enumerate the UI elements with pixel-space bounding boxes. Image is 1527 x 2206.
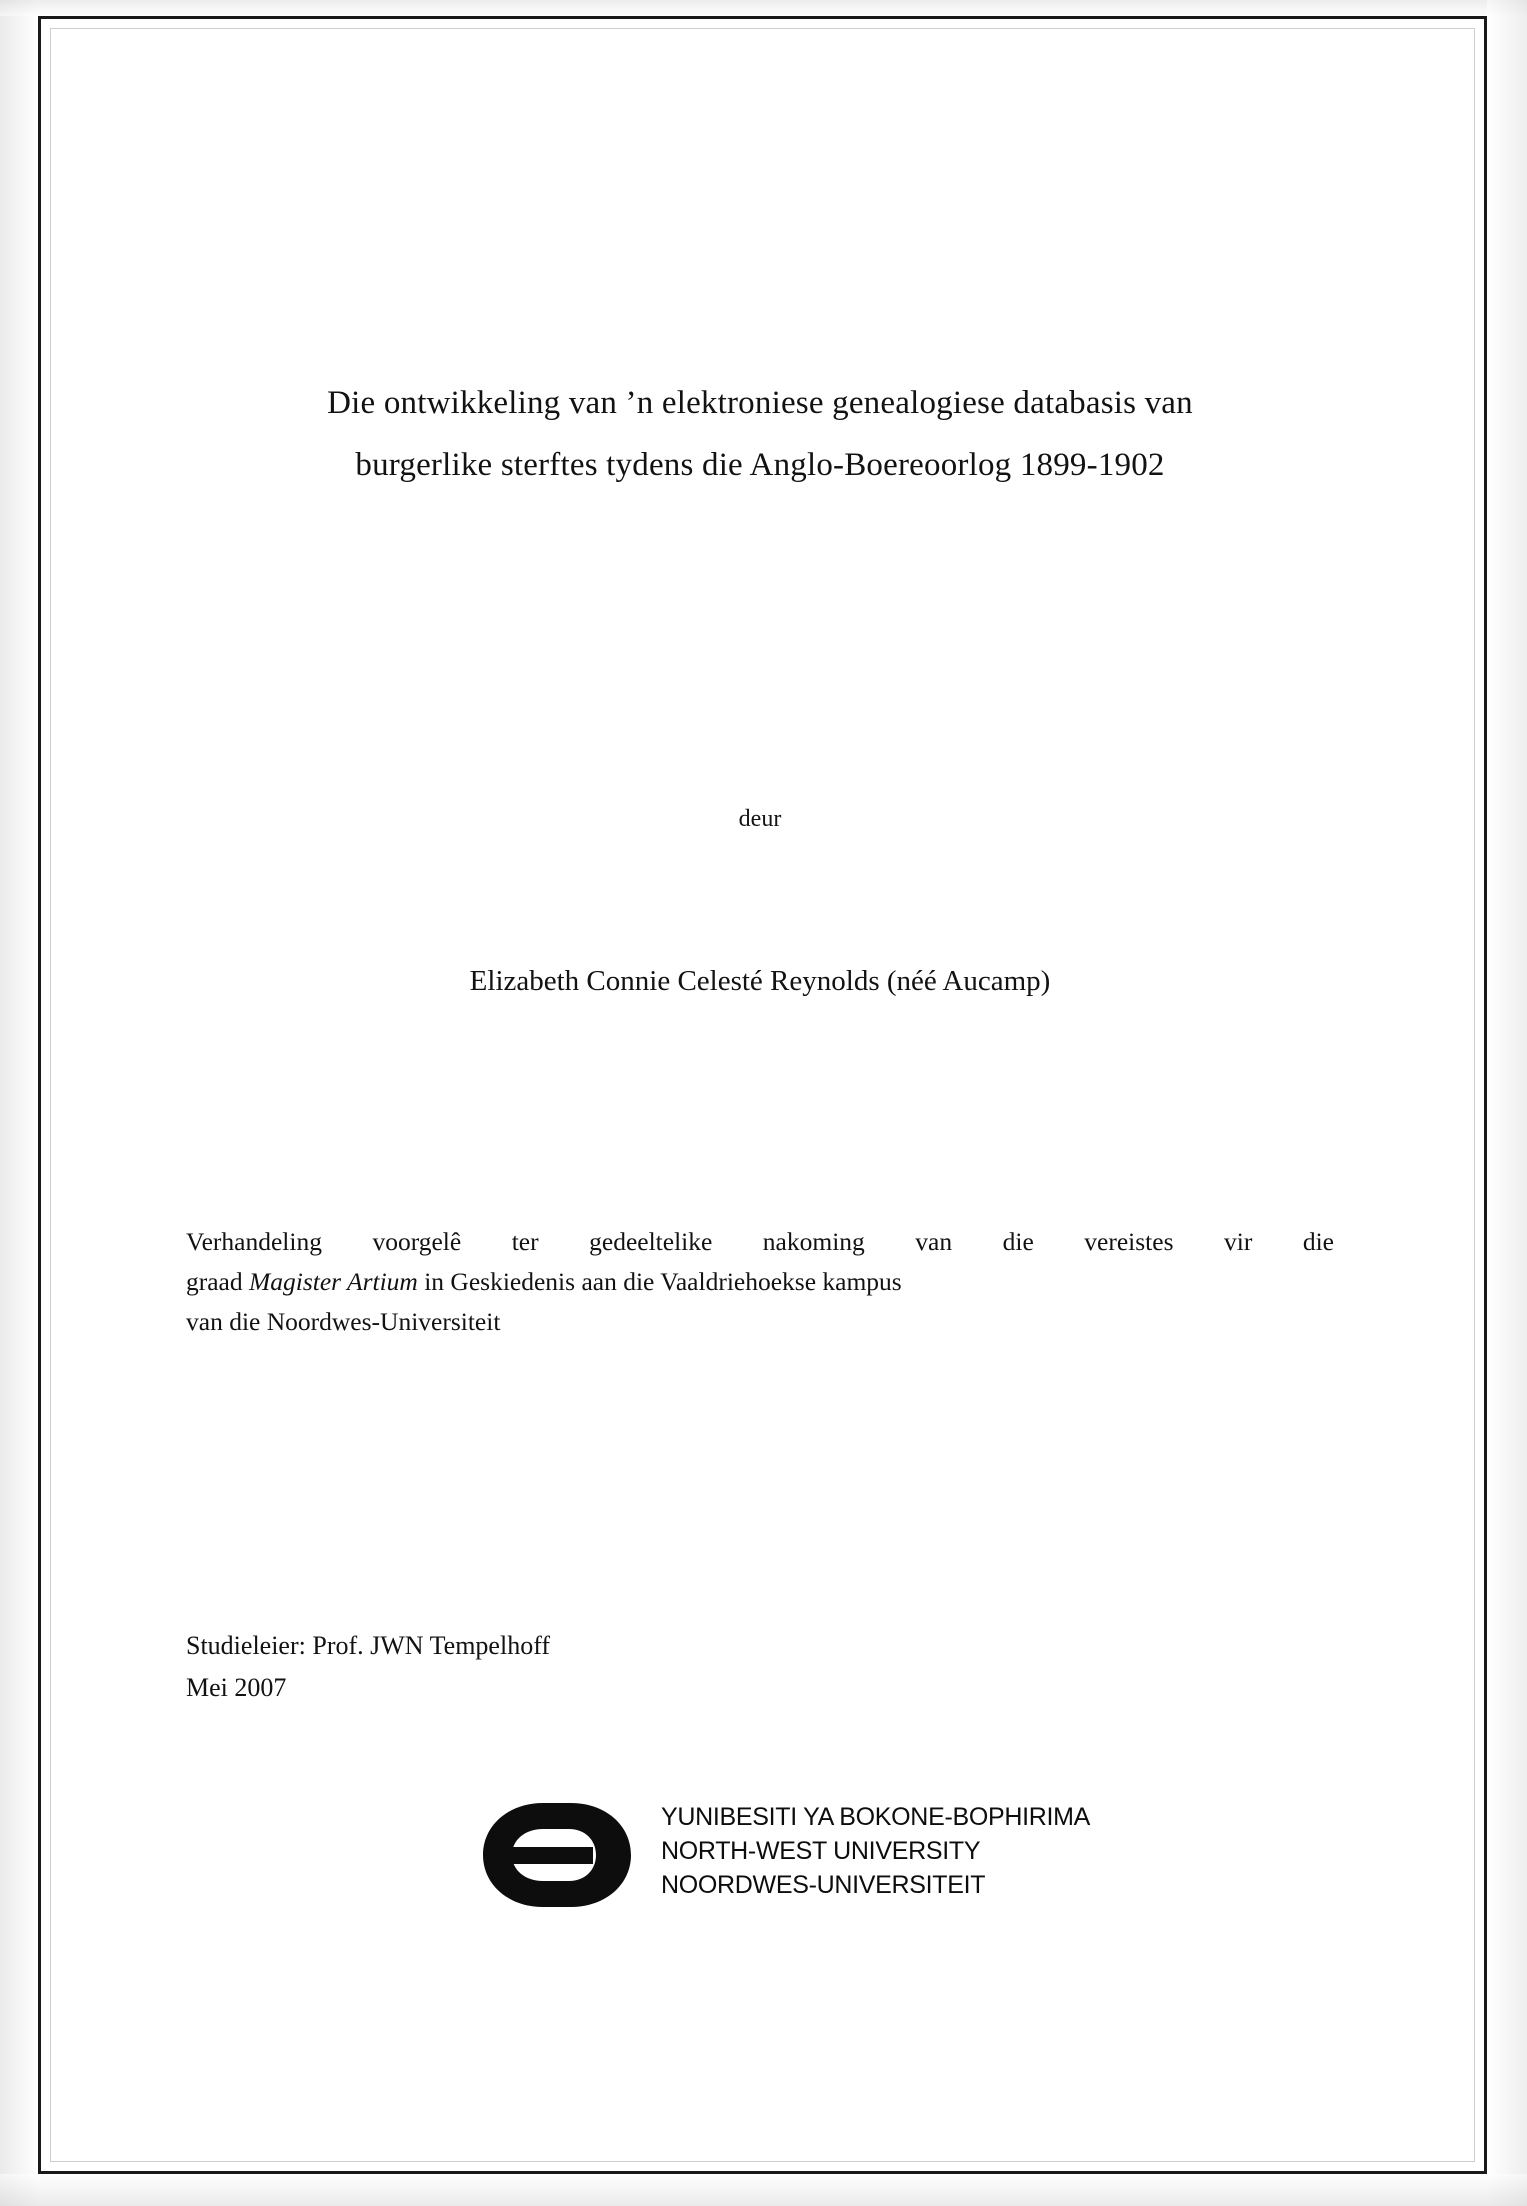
logo-text-line-2: NORTH-WEST UNIVERSITY (661, 1837, 981, 1865)
title-page-content (180, 0, 1340, 2206)
north-west-university-logo-icon (465, 1795, 655, 1915)
title-line-2: burgerlike sterftes tydens die Anglo-Boereoorlog 1899-1902 (355, 447, 1165, 483)
byline-label: deur (738, 806, 782, 832)
scan-edge-shadow-right (1487, 0, 1527, 2206)
supervisor-line: Studieleier: Prof. JWN Tempelhoff (186, 1631, 551, 1660)
degree-statement-line-3: van die Noordwes-Universiteit (186, 1307, 501, 1336)
degree-statement-line-2 (186, 1262, 1334, 1302)
university-logo (465, 1790, 1165, 1920)
title-line-1: Die ontwikkeling van ’n elektroniese genealogiese databasis van (327, 385, 1193, 421)
university-logo-text (661, 1800, 1090, 1902)
logo-text-line-1: YUNIBESITI YA BOKONE-BOPHIRIMA (661, 1803, 1091, 1831)
logo-text-line-3: NOORDWES-UNIVERSITEIT (661, 1871, 986, 1899)
degree-line-2-prefix: graad (186, 1267, 250, 1296)
author-name: Elizabeth Connie Celesté Reynolds (néé Aucamp) (469, 965, 1051, 997)
page-title (180, 372, 1340, 496)
degree-line-2-suffix: in Geskiedenis aan die Vaaldriehoekse kampus (417, 1267, 902, 1296)
degree-statement-line-1: Verhandeling voorgelê ter gedeeltelike nakoming van die vereistes vir die (186, 1227, 1334, 1256)
degree-name-italic: Magister Artium (249, 1267, 418, 1296)
scan-edge-shadow-left (0, 0, 38, 2206)
date-line: Mei 2007 (186, 1673, 287, 1702)
degree-statement (186, 1222, 1334, 1342)
supervisor-and-date (186, 1625, 1186, 1709)
